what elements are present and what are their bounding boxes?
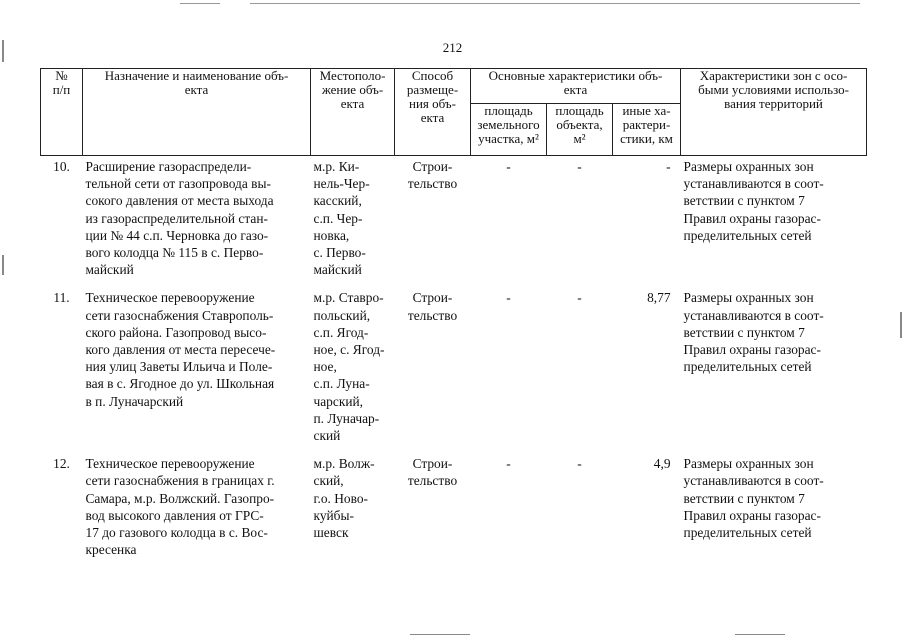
header-other-characteristics: иные ха- рактери- стики, км [613, 104, 681, 156]
row-location: м.р. Волж- ский, г.о. Ново- куйбы- шевск [313, 456, 375, 541]
scan-artifact [410, 634, 470, 635]
row-method: Строи- тельство [407, 159, 458, 192]
row-area-land: - [506, 159, 511, 174]
scan-artifact [735, 634, 785, 635]
header-method: Способ размеще- ния объ- екта [395, 69, 471, 156]
row-area-object: - [577, 456, 582, 472]
row-zones: Размеры охранных зон устанавливаются в соот- ветствии с пунктом 7 Правил охраны газорас- пределительных сетей [683, 456, 824, 541]
row-method: Строи- тельство [407, 456, 458, 489]
row-other: 8,77 [647, 290, 671, 306]
row-area-object: - [577, 159, 582, 174]
header-name: Назначение и наименование объ- екта [83, 69, 311, 156]
row-name: Расширение газораспредели- тельной сети от газопровода вы- сокого давления от места выхода из газораспределительной стан- ции № 44 с.п. Черновка до газо- вого колодца № 115 в с. Перво- майский [85, 159, 274, 278]
row-num: 11. [53, 290, 70, 306]
row-area-land: - [506, 456, 511, 472]
row-method: Строи- тельство [407, 290, 458, 323]
row-name: Техническое перевооружение сети газоснабжения в границах г. Самара, м.р. Волжский. Газопро- вод высокого давления от ГРС- 17 до газового колодца в с. Вос- кресенка [85, 456, 275, 558]
scan-artifact [2, 40, 4, 62]
table-row [41, 156, 867, 288]
row-location: м.р. Ки- нель-Чер- касский, с.п. Чер- новка, с. Перво- майский [313, 159, 370, 278]
header-area-land: площадь земельного участка, м² [471, 104, 547, 156]
page-number: 212 [442, 40, 463, 55]
scan-artifact [2, 255, 4, 275]
row-other: 4,9 [653, 456, 671, 472]
row-num: 12. [53, 456, 70, 472]
row-name: Техническое перевооружение сети газоснабжения Ставрополь- ского района. Газопровод высо- кого давления от места пересече- ния улиц Заветы Ильича и Поле- вая в с. Ягодное до ул. Школьная в п. Луначарский [85, 290, 276, 409]
header-location: Местополо- жение объ- екта [311, 69, 395, 156]
top-rule [250, 3, 860, 4]
scan-mark [180, 3, 220, 4]
header-num: № п/п [41, 69, 83, 156]
scan-artifact [900, 312, 902, 338]
table-row [41, 287, 867, 453]
register-table [40, 68, 867, 567]
header-main-characteristics: Основные характеристики объ- екта [471, 69, 681, 104]
header-area-object: площадь объекта, м² [547, 104, 613, 156]
table-row [41, 453, 867, 567]
header-zones: Характеристики зон с осо- быми условиями использо- вания территорий [681, 69, 867, 156]
row-area-object: - [577, 290, 582, 306]
row-zones: Размеры охранных зон устанавливаются в соот- ветствии с пунктом 7 Правил охраны газорас- пределительных сетей [683, 159, 824, 243]
row-other: - [666, 159, 671, 174]
row-num: 10. [53, 159, 70, 174]
row-zones: Размеры охранных зон устанавливаются в соот- ветствии с пунктом 7 Правил охраны газорас- пределительных сетей [683, 290, 824, 375]
header-row-1 [41, 69, 867, 104]
row-location: м.р. Ставро- польский, с.п. Ягод- ное, с. Ягод- ное, с.п. Луна- чарский, п. Луначар- ский [313, 290, 385, 444]
row-area-land: - [506, 290, 511, 306]
